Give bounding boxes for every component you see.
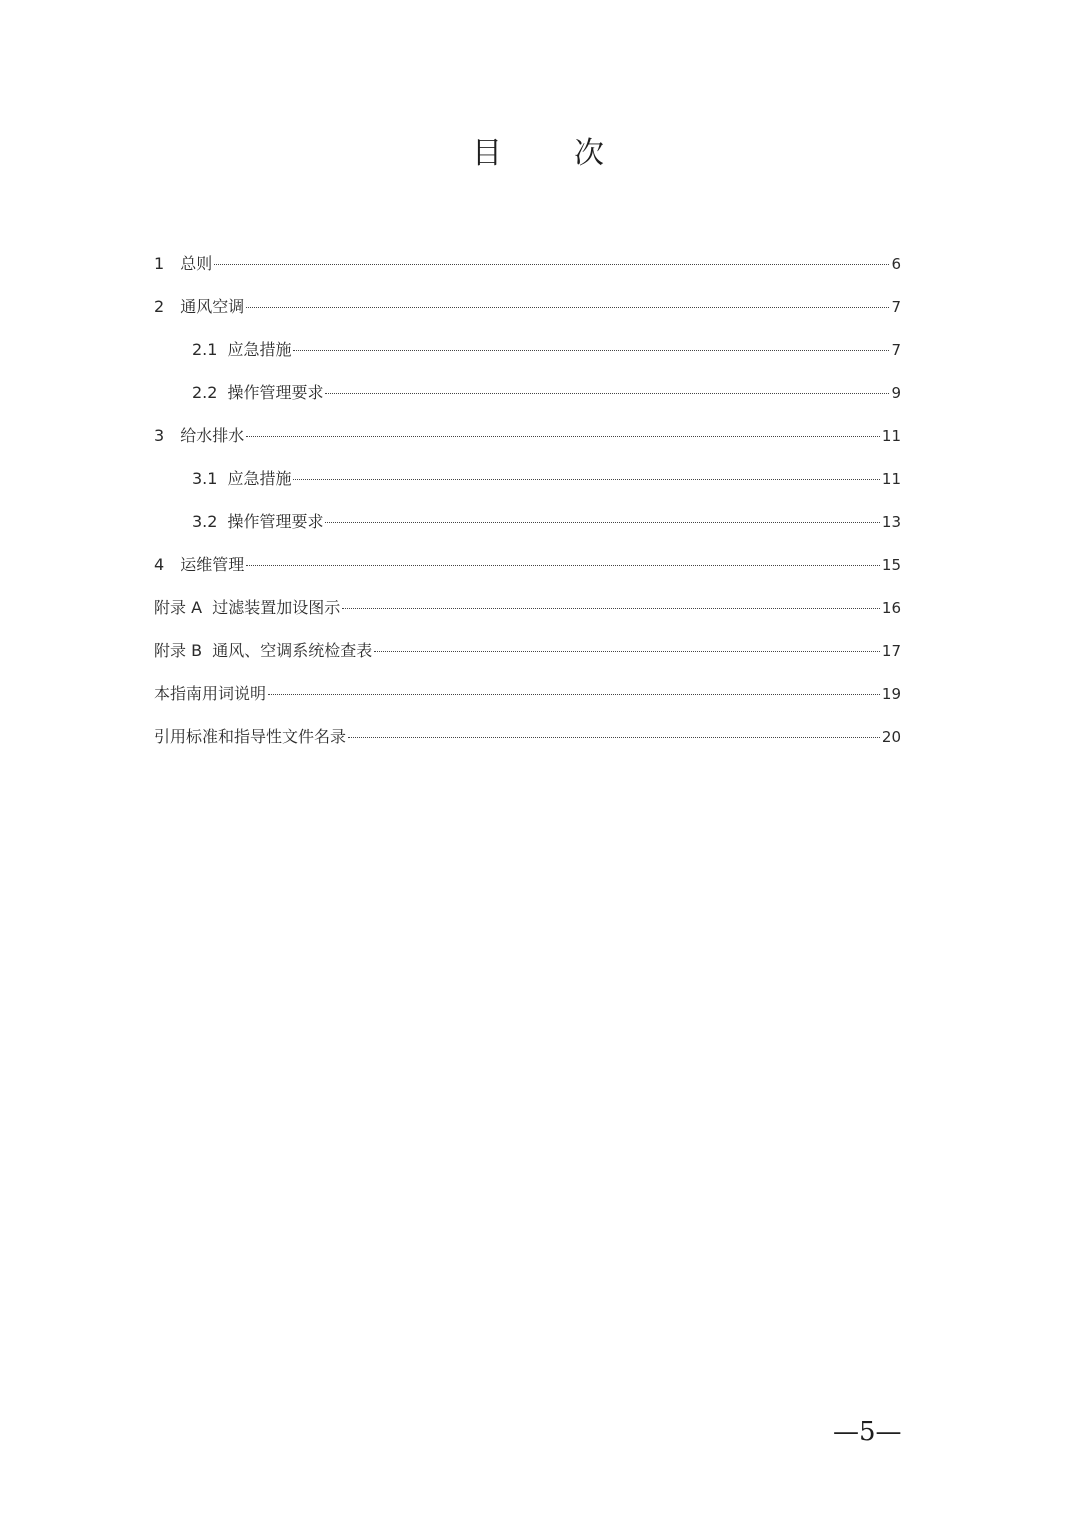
toc-entry-terminology bbox=[154, 677, 901, 720]
toc-subentry bbox=[154, 505, 901, 548]
page-title: 目 次 bbox=[472, 136, 608, 171]
toc-subentry bbox=[154, 376, 901, 419]
toc-entry-number: 3.2 bbox=[192, 512, 218, 531]
toc-entry-title: 通风空调 bbox=[180, 297, 245, 316]
dot-leader bbox=[374, 651, 880, 652]
toc-entry-title: 运维管理 bbox=[180, 555, 245, 574]
toc-subentry bbox=[154, 333, 901, 376]
toc-entry-page: 15 bbox=[881, 556, 901, 574]
toc-entry-number: 3 bbox=[154, 426, 165, 445]
toc-entry-page: 6 bbox=[891, 255, 901, 273]
dot-leader bbox=[348, 737, 880, 738]
toc-entry-page: 9 bbox=[891, 384, 901, 402]
toc-entry-title: 操作管理要求 bbox=[227, 512, 324, 531]
toc-entry-number: 2 bbox=[154, 297, 165, 316]
toc-entry-page: 16 bbox=[881, 599, 901, 617]
toc-subentry bbox=[154, 462, 901, 505]
toc-entry-page: 20 bbox=[881, 728, 901, 746]
page-number: —5— bbox=[833, 1417, 902, 1447]
toc-entry-number: 3.1 bbox=[192, 469, 218, 488]
dot-leader bbox=[246, 436, 880, 437]
toc-entry-page: 19 bbox=[881, 685, 901, 703]
toc-entry-appendix-b bbox=[154, 634, 901, 677]
toc-entry-title: 引用标准和指导性文件名录 bbox=[154, 727, 347, 746]
dot-leader bbox=[325, 522, 879, 523]
toc-entry-page: 17 bbox=[881, 642, 901, 660]
dot-leader bbox=[246, 565, 880, 566]
dot-leader bbox=[325, 393, 889, 394]
toc-entry-title: 本指南用词说明 bbox=[154, 684, 267, 703]
toc-entry-page: 11 bbox=[881, 427, 901, 445]
toc-entry bbox=[154, 419, 901, 462]
dot-leader bbox=[214, 264, 889, 265]
toc-entry-page: 7 bbox=[891, 341, 901, 359]
dot-leader bbox=[293, 350, 889, 351]
toc-entry-title: 总则 bbox=[180, 254, 213, 273]
toc-entry bbox=[154, 290, 901, 333]
toc-entry-title: 操作管理要求 bbox=[227, 383, 324, 402]
toc-entry-appendix-a bbox=[154, 591, 901, 634]
table-of-contents bbox=[154, 247, 901, 763]
toc-entry-number: 2.1 bbox=[192, 340, 218, 359]
toc-entry-number: 4 bbox=[154, 555, 165, 574]
toc-entry-page: 11 bbox=[881, 470, 901, 488]
toc-entry-page: 13 bbox=[881, 513, 901, 531]
dot-leader bbox=[342, 608, 880, 609]
toc-entry-title: 应急措施 bbox=[227, 469, 292, 488]
toc-entry-title: 附录 B 通风、空调系统检查表 bbox=[154, 641, 373, 660]
toc-entry-title: 给水排水 bbox=[180, 426, 245, 445]
toc-entry-references bbox=[154, 720, 901, 763]
dot-leader bbox=[246, 307, 889, 308]
toc-entry-number: 1 bbox=[154, 254, 165, 273]
toc-entry-title: 应急措施 bbox=[227, 340, 292, 359]
toc-entry-page: 7 bbox=[891, 298, 901, 316]
toc-entry bbox=[154, 247, 901, 290]
toc-entry-number: 2.2 bbox=[192, 383, 218, 402]
dot-leader bbox=[293, 479, 879, 480]
toc-entry-title: 附录 A 过滤装置加设图示 bbox=[154, 598, 341, 617]
dot-leader bbox=[268, 694, 880, 695]
toc-entry bbox=[154, 548, 901, 591]
